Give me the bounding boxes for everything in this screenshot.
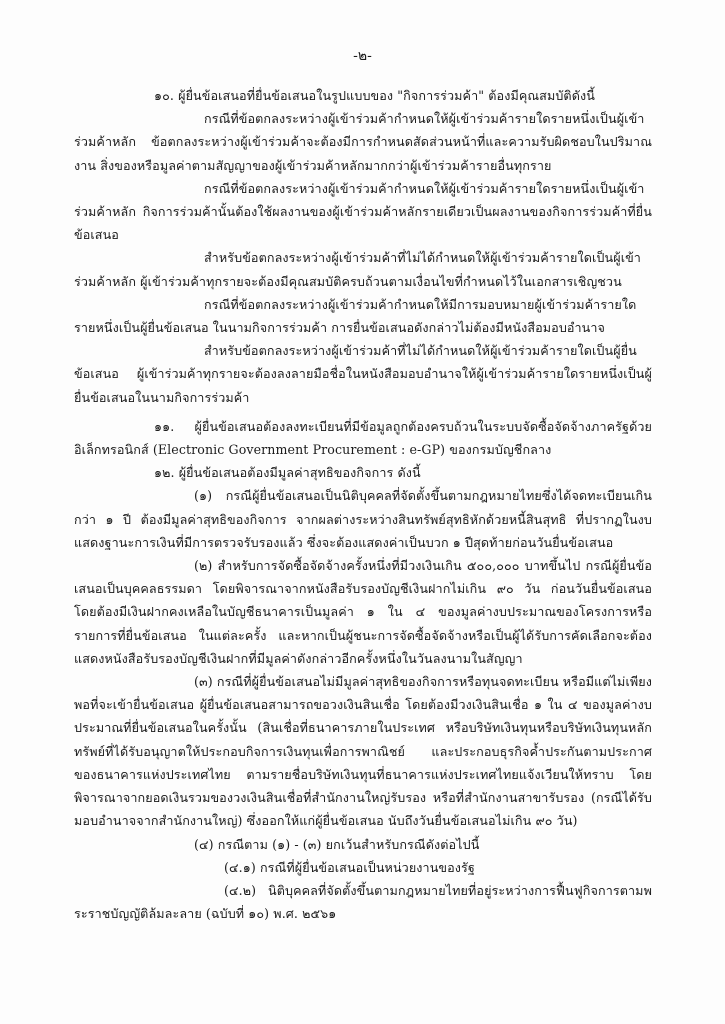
clause-10-lead-partner-experience: กรณีที่ข้อตกลงระหว่างผู้เข้าร่วมค้ากำหนดให้ผู้เข้าร่วมค้ารายใดรายหนึ่งเป็นผู้เข้าร่วมค้าหลัก กิจการร่วมค้านั้นต้องใช้ผลงานของผู้เข้าร่วมค้าหลักรายเดียวเป็นผลงานของกิจการร่วมค้าที่ยื่นข้อเสนอ (74, 180, 652, 243)
clause-12-heading: ๑๒. ผู้ยื่นข้อเสนอต้องมีมูลค่าสุทธิของกิจการ ดังนี้ (154, 465, 421, 481)
clause-10-power-of-attorney: สำหรับข้อตกลงระหว่างผู้เข้าร่วมค้าที่ไม่ได้กำหนดให้ผู้เข้าร่วมค้ารายใดเป็นผู้ยื่นข้อเสนอ ผู้เข้าร่วมค้าทุกรายจะต้องลงลายมือชื่อในหนังสือมอบอำนาจให้ผู้เข้าร่วมค้ารายใดรายหนึ่งเป็นผู้ยื่นข้อเสนอในนามกิจการร่วมค้า (74, 343, 652, 405)
clause-10-no-lead-partner: สำหรับข้อตกลงระหว่างผู้เข้าร่วมค้าที่ไม่ได้กำหนดให้ผู้เข้าร่วมค้ารายใดเป็นผู้เข้าร่วมค้าหลัก ผู้เข้าร่วมค้าทุกรายจะต้องมีคุณสมบัติครบถ้วนตามเงื่อนไขที่กำหนดไว้ในเอกสารเชิญชวน (74, 250, 641, 289)
document-body (74, 84, 652, 925)
clause-11-egp-registration: ๑๑. ผู้ยื่นข้อเสนอต้องลงทะเบียนที่มีข้อมูลถูกต้องครบถ้วนในระบบจัดซื้อจัดจ้างภาครัฐด้วยอิเล็กทรอนิกส์ (Electronic Government Procurement : e-GP) ของกรมบัญชีกลาง (74, 418, 652, 458)
page-number: -๒- (353, 48, 372, 64)
clause-10-designated-bidder: กรณีที่ข้อตกลงระหว่างผู้เข้าร่วมค้ากำหนดให้มีการมอบหมายผู้เข้าร่วมค้ารายใดรายหนึ่งเป็นผู้ยื่นข้อเสนอ ในนามกิจการร่วมค้า การยื่นข้อเสนอดังกล่าวไม่ต้องมีหนังสือมอบอำนาจ (74, 296, 637, 336)
clause-10-heading: ๑๐. ผู้ยื่นข้อเสนอที่ยื่นข้อเสนอในรูปแบบของ "กิจการร่วมค้า" ต้องมีคุณสมบัติดังนี้ (154, 88, 595, 103)
clause-10-lead-partner-proportion: กรณีที่ข้อตกลงระหว่างผู้เข้าร่วมค้ากำหนดให้ผู้เข้าร่วมค้ารายใดรายหนึ่งเป็นผู้เข้าร่วมค้าหลัก ข้อตกลงระหว่างผู้เข้าร่วมค้าจะต้องมีการกำหนดสัดส่วนหน้าที่และความรับผิดชอบในปริมาณงาน สิ่งของหรือมูลค่าตามสัญญาของผู้เข้าร่วมค้าหลักมากกว่าผู้เข้าร่วมค้ารายอื่นทุกราย (74, 111, 652, 173)
clause-12-item-4-2: (๔.๒) นิติบุคคลที่จัดตั้งขึ้นตามกฎหมายไทยที่อยู่ระหว่างการฟื้นฟูกิจการตามพระราชบัญญัติล้มละลาย (ฉบับที่ ๑๐) พ.ศ. ๒๕๖๑ (74, 882, 652, 922)
clause-12-item-2: (๒) สำหรับการจัดซื้อจัดจ้างครั้งหนึ่งที่มีวงเงินเกิน ๕๐๐,๐๐๐ บาทขึ้นไป กรณีผู้ยื่นข้อเสนอเป็นบุคคลธรรมดา โดยพิจารณาจากหนังสือรับรองบัญชีเงินฝากไม่เกิน ๙๐ วัน ก่อนวันยื่นข้อเสนอ โดยต้องมีเงินฝากคงเหลือในบัญชีธนาคารเป็นมูลค่า ๑ ใน ๔ ของมูลค่างบประมาณของโครงการหรือรายการที่ยื่นข้อเสนอ ในแต่ละครั้ง และหากเป็นผู้ชนะการจัดซื้อจัดจ้างหรือเป็นผู้ได้รับการคัดเลือกจะต้องแสดงหนังสือรับรองบัญชีเงินฝากที่มีมูลค่าดังกล่าวอีกครั้งหนึ่งในวันลงนามในสัญญา (74, 558, 652, 666)
clause-12-item-3: (๓) กรณีที่ผู้ยื่นข้อเสนอไม่มีมูลค่าสุทธิของกิจการหรือทุนจดทะเบียน หรือมีแต่ไม่เพียงพอที่จะเข้ายื่นข้อเสนอ ผู้ยื่นข้อเสนอสามารถขอวงเงินสินเชื่อ โดยต้องมีวงเงินสินเชื่อ ๑ ใน ๔ ของมูลค่างบประมาณที่ยื่นข้อเสนอในครั้งนั้น (สินเชื่อที่ธนาคารภายในประเทศ หรือบริษัทเงินทุนหรือบริษัทเงินทุนหลักทรัพย์ที่ได้รับอนุญาตให้ประกอบกิจการเงินทุนเพื่อการพาณิชย์ และประกอบธุรกิจค้ำประกันตามประกาศของธนาคารแห่งประเทศไทย ตามรายชื่อบริษัทเงินทุนที่ธนาคารแห่งประเทศไทยแจ้งเวียนให้ทราบ โดยพิจารณาจากยอดเงินรวมของวงเงินสินเชื่อที่สำนักงานใหญ่รับรอง หรือที่สำนักงานสาขารับรอง (กรณีได้รับมอบอำนาจจากสำนักงานใหญ่) ซึ่งออกให้แก่ผู้ยื่นข้อเสนอ นับถึงวันยื่นข้อเสนอไม่เกิน ๙๐ วัน) (74, 674, 652, 829)
clause-12-item-4: (๔) กรณีตาม (๑) - (๓) ยกเว้นสำหรับกรณีดังต่อไปนี้ (194, 836, 480, 852)
clause-12-item-1: (๑) กรณีผู้ยื่นข้อเสนอเป็นนิติบุคคลที่จัดตั้งขึ้นตามกฎหมายไทยซึ่งได้จดทะเบียนเกินกว่า ๑ ปี ต้องมีมูลค่าสุทธิของกิจการ จากผลต่างระหว่างสินทรัพย์สุทธิหักด้วยหนี้สินสุทธิ ที่ปรากฏในงบแสดงฐานะการเงินที่มีการตรวจรับรองแล้ว ซึ่งจะต้องแสดงค่าเป็นบวก ๑ ปีสุดท้ายก่อนวันยื่นข้อเสนอ (74, 488, 652, 550)
clause-12-item-4-1: (๔.๑) กรณีที่ผู้ยื่นข้อเสนอเป็นหน่วยงานของรัฐ (224, 859, 475, 875)
